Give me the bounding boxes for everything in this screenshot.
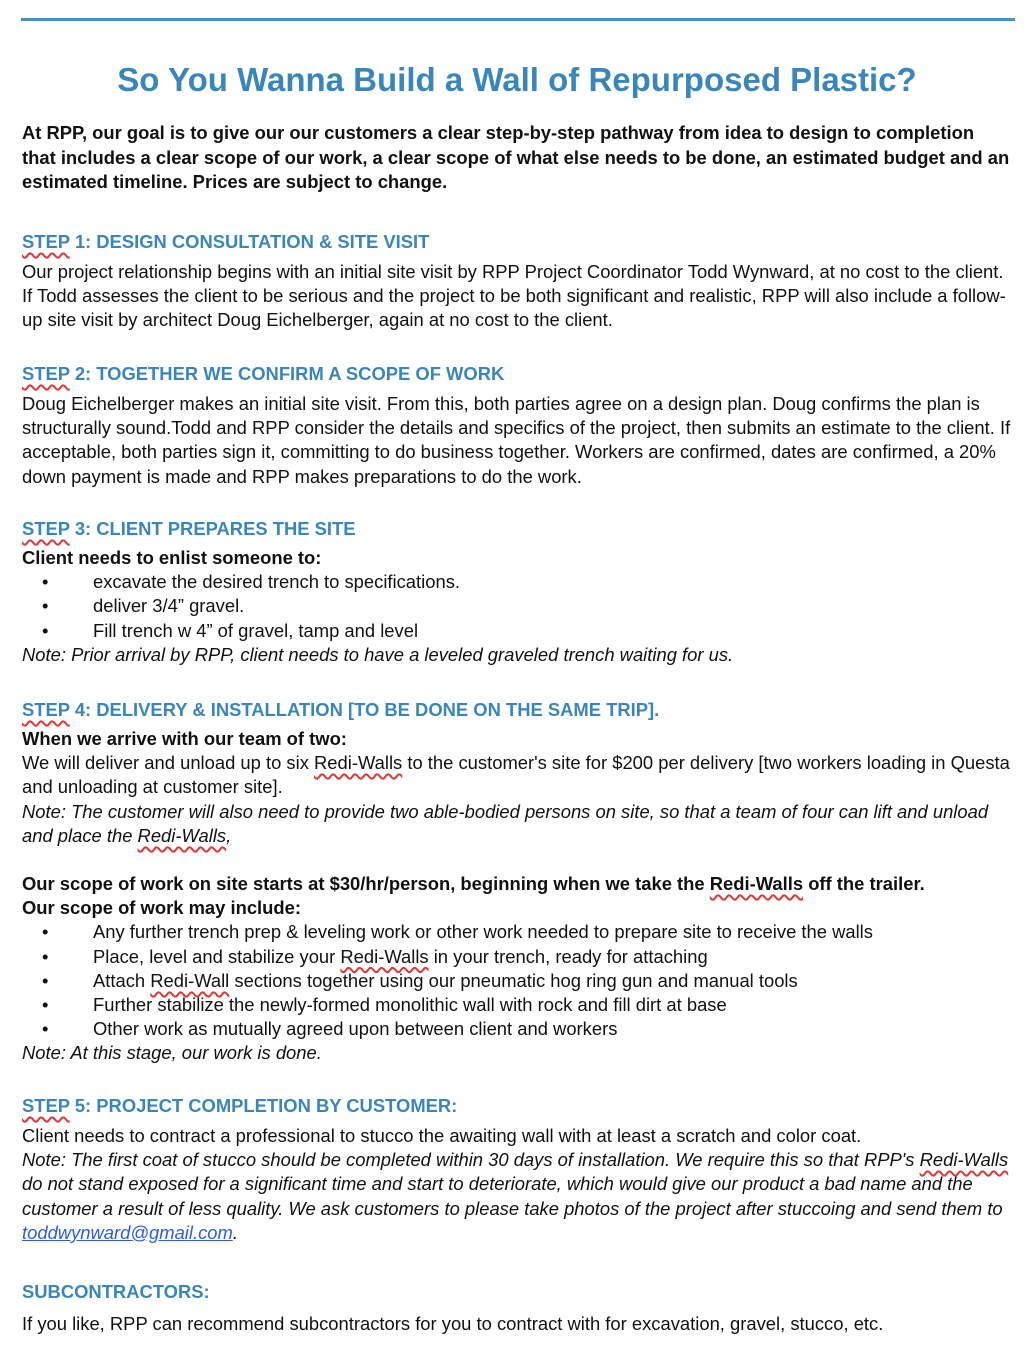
note-text: do not stand exposed for a significant time and start to deteriorate, which would give our product a bad name and the customer a result of less quality. We ask customers to please take photos of the project after stuccoing and send them to [22,1173,1003,1219]
bullet-icon: • [42,921,49,943]
step-word: STEP [22,518,70,539]
note-text: Note: The first coat of stucco should be completed within 30 days of installation. We require this so that RPP's [22,1149,920,1171]
list-item-text: excavate the desired trench to specifications. [93,571,460,593]
step-2-heading [22,362,1017,386]
step-4-heading [22,698,1017,722]
bullet-icon: • [42,994,49,1016]
step-4-lead: When we arrive with our team of two: [22,728,347,749]
bullet-icon: • [42,619,49,641]
step-2-body: Doug Eichelberger makes an initial site visit. From this, both parties agree on a design plan. Doug confirms the plan is structurally sound.Todd and RPP consider the details and specifics of the project, then submits an estimate to the client. If acceptable, both parties sign it, committing to do business together. Workers are confirmed, dates are confirmed, a 20% down payment is made and RPP makes preparations to do the work. [22,393,1011,487]
step-1-heading-text: 1: DESIGN CONSULTATION & SITE VISIT [69,231,430,252]
step-5-note [22,1148,1017,1245]
bullet-icon: • [42,945,49,967]
list-item [22,993,1017,1017]
scope-text: off the trailer. [803,873,925,895]
step-1-section [22,230,1017,333]
step-1-body: Our project relationship begins with an initial site visit by RPP Project Coordinator Todd Wynward, at no cost to the client. If Todd assesses the client to be serious and the project to be both significant and realistic, RPP will also include a follow-up site visit by architect Doug Eichelberger, again at no cost to the client. [22,261,1006,331]
product-name: Redi-Walls [340,945,429,967]
subcontractors-section [22,1280,1017,1336]
subcontractors-body: If you like, RPP can recommend subcontractors for you to contract with for excavation, gravel, stucco, etc. [22,1313,884,1334]
list-item-text: Fill trench w 4” of gravel, tamp and level [93,619,419,641]
top-rule [21,18,1015,21]
list-item-text: Other work as mutually agreed upon between client and workers [93,1018,618,1040]
step-3-note: Note: Prior arrival by RPP, client needs to have a leveled graveled trench waiting for us. [22,643,734,665]
step-4-delivery [22,751,1017,799]
product-name: Redi-Walls [709,873,804,895]
step-word: STEP [22,699,70,720]
product-name: Redi-Walls [137,824,227,846]
note-text: Note: The customer will also need to provide two able-bodied persons on site, so that a team of four can lift and unload and place the [22,800,989,846]
step-3-list [22,570,1017,643]
list-item [22,570,1017,594]
list-item [22,969,1017,993]
step-4-note [22,800,1017,848]
step-word: STEP [22,363,70,384]
list-item [22,945,1017,969]
list-item-text: Further stabilize the newly-formed monolithic wall with rock and fill dirt at base [93,994,727,1016]
step-4-list [22,920,1017,1041]
product-name: Redi-Walls [314,752,403,774]
intro-paragraph: At RPP, our goal is to give our our customers a clear step-by-step pathway from idea to design to completion that includes a clear scope of our work, a clear scope of what else needs to be done, an estimated budget and an estimated timeline. Prices are subject to change. [22,122,1010,192]
step-5-heading-text: 5: PROJECT COMPLETION BY CUSTOMER: [69,1095,458,1116]
subcontractors-heading: SUBCONTRACTORS: [22,1281,210,1302]
list-item [22,619,1017,643]
step-4-scope [22,872,1017,896]
step-2-section [22,362,1017,489]
step-3-heading-text: 3: CLIENT PREPARES THE SITE [69,518,356,539]
step-2-heading-text: 2: TOGETHER WE CONFIRM A SCOPE OF WORK [69,363,505,384]
step-3-heading [22,517,1017,541]
list-item-text: in your trench, ready for attaching [428,945,708,967]
bullet-icon: • [42,595,49,617]
bullet-icon: • [42,1018,49,1040]
page-title: So You Wanna Build a Wall of Repurposed Plastic? [117,61,917,98]
step-4-note-end: Note: At this stage, our work is done. [22,1042,322,1064]
step-word: STEP [22,1095,70,1116]
list-item [22,1017,1017,1041]
note-text: . [232,1221,238,1243]
list-item-text: Place, level and stabilize your [93,945,341,967]
note-text: , [226,824,232,846]
bullet-icon: • [42,571,49,593]
list-item-text: Any further trench prep & leveling work or other work needed to prepare site to receive the walls [93,921,873,943]
step-5-body: Client needs to contract a professional to stucco the awaiting wall with at least a scratch and color coat. [22,1125,862,1146]
step-1-heading [22,230,1017,254]
list-item-text: sections together using our pneumatic hog ring gun and manual tools [229,969,798,991]
step-4-scope-lead: Our scope of work may include: [22,897,301,919]
step-4-section [22,698,1017,1066]
list-item [22,594,1017,618]
step-3-lead: Client needs to enlist someone to: [22,547,322,568]
step-5-heading [22,1094,1017,1118]
list-item-text: Attach [93,969,151,991]
product-name: Redi-Walls [919,1149,1009,1171]
step-4-heading-text: 4: DELIVERY & INSTALLATION [TO BE DONE ON THE SAME TRIP]. [69,699,660,720]
email-link[interactable]: toddwynward@gmail.com [22,1221,233,1243]
step-5-section [22,1094,1017,1245]
list-item-text: deliver 3/4” gravel. [93,595,245,617]
delivery-text: to the customer's site for $200 per delivery [two workers loading in Questa and unloading at customer site]. [22,752,1010,798]
scope-text: Our scope of work on site starts at $30/hr/person, beginning when we take the [22,873,710,895]
product-name: Redi-Wall [150,969,230,991]
bullet-icon: • [42,969,49,991]
delivery-text: We will deliver and unload up to six [22,752,315,774]
step-3-section [22,517,1017,667]
list-item [22,920,1017,944]
step-word: STEP [22,231,70,252]
